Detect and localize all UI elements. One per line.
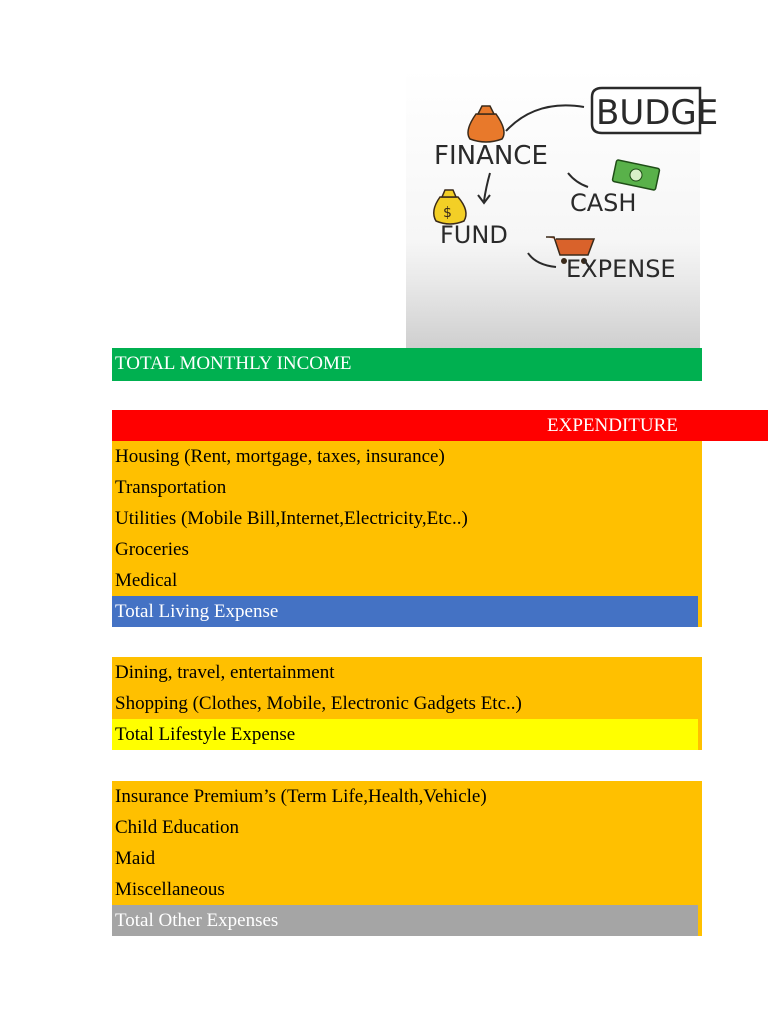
list-item: Transportation bbox=[115, 477, 227, 498]
living-expense-block bbox=[112, 441, 702, 627]
cash-word: CASH bbox=[570, 189, 637, 217]
lifestyle-expense-block bbox=[112, 657, 702, 750]
list-item: Insurance Premium’s (Term Life,Health,Vehicle) bbox=[115, 786, 487, 807]
dollar-bag-icon bbox=[434, 190, 466, 224]
other-expense-block bbox=[112, 781, 702, 936]
expenditure-header bbox=[112, 410, 768, 441]
finance-word: FINANCE bbox=[434, 141, 548, 171]
arrow-expense bbox=[528, 253, 556, 267]
budget-illustration-svg bbox=[406, 69, 719, 348]
list-item: Dining, travel, entertainment bbox=[115, 662, 335, 683]
expense-word: EXPENSE bbox=[566, 255, 676, 283]
total-monthly-income-bar bbox=[112, 348, 702, 381]
expenditure-header-label: EXPENDITURE bbox=[547, 415, 678, 436]
list-item: Utilities (Mobile Bill,Internet,Electricity,Etc..) bbox=[115, 508, 468, 529]
svg-text:$: $ bbox=[443, 205, 452, 221]
list-item: Maid bbox=[115, 848, 156, 869]
list-item: Child Education bbox=[115, 817, 240, 838]
money-bag-icon bbox=[468, 106, 504, 142]
arrow-finance-cash bbox=[568, 173, 588, 187]
list-item: Groceries bbox=[115, 539, 189, 560]
total-lifestyle-expense: Total Lifestyle Expense bbox=[112, 719, 698, 750]
budget-word: BUDGE bbox=[596, 93, 719, 133]
budget-illustration bbox=[406, 69, 719, 348]
cash-icon bbox=[612, 160, 660, 191]
list-item: Housing (Rent, mortgage, taxes, insurance) bbox=[115, 446, 445, 467]
arrow-finance-budget bbox=[506, 105, 584, 131]
fund-word: FUND bbox=[440, 221, 508, 249]
total-living-expense: Total Living Expense bbox=[112, 596, 698, 627]
list-item: Medical bbox=[115, 570, 178, 591]
total-monthly-income-label: TOTAL MONTHLY INCOME bbox=[115, 353, 352, 374]
total-other-expenses: Total Other Expenses bbox=[112, 905, 698, 936]
list-item: Miscellaneous bbox=[115, 879, 225, 900]
list-item: Shopping (Clothes, Mobile, Electronic Gadgets Etc..) bbox=[115, 693, 522, 714]
